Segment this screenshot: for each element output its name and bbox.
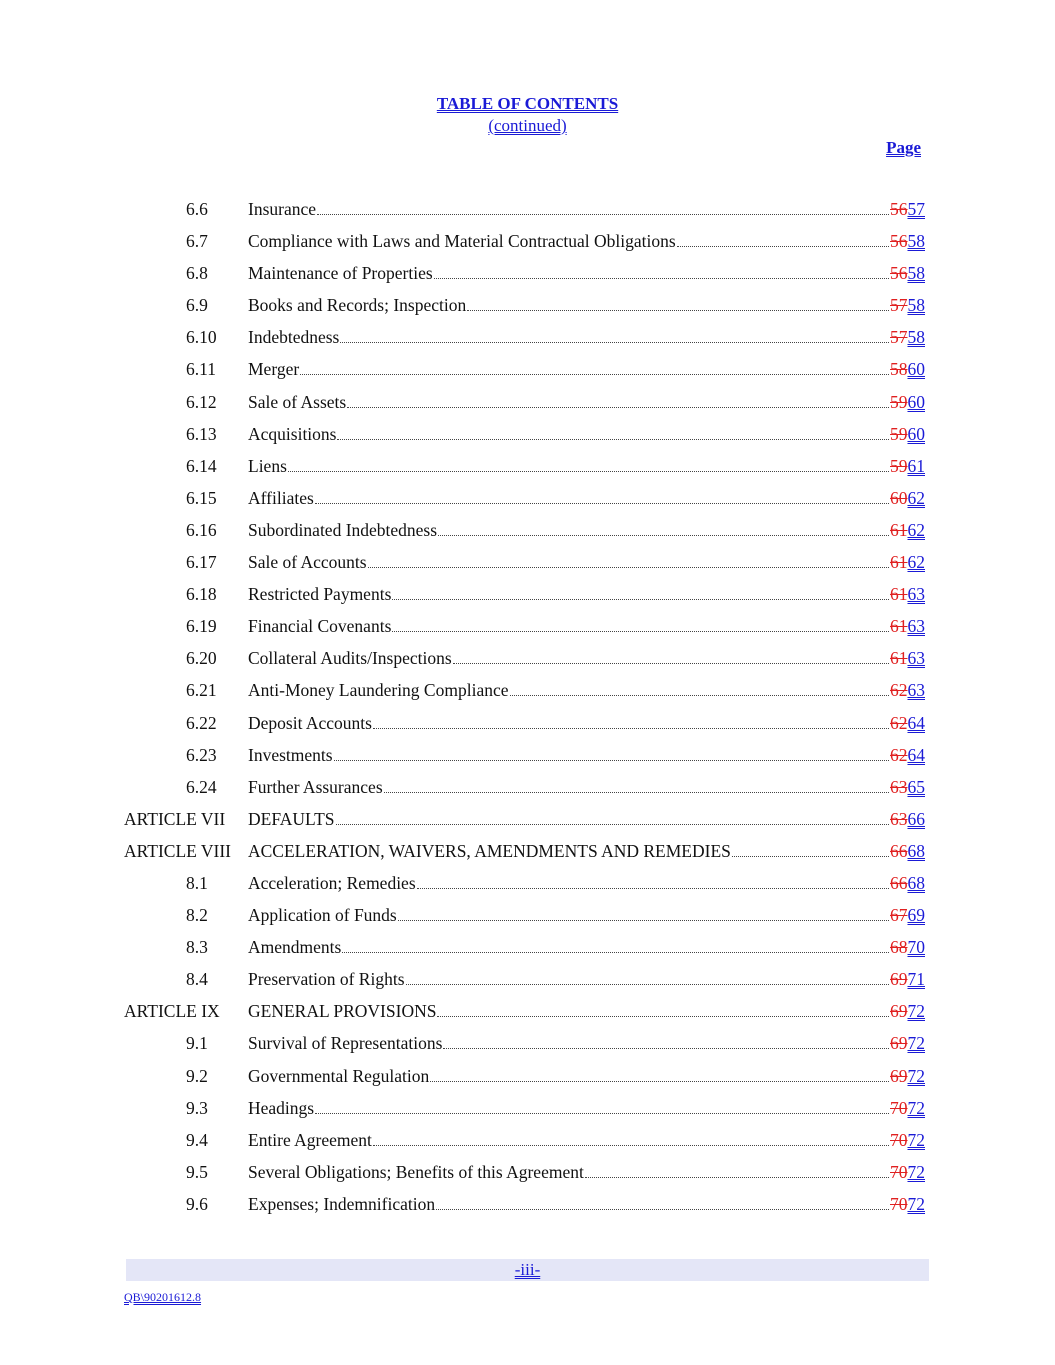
toc-entry-title: Anti-Money Laundering Compliance xyxy=(248,680,509,701)
toc-entry-line xyxy=(248,1097,925,1119)
toc-section-number: 6.18 xyxy=(186,584,217,605)
dot-leader xyxy=(392,617,889,632)
deleted-page-number: 57 xyxy=(890,295,908,316)
toc-entry[interactable] xyxy=(0,1065,1055,1097)
toc-entry-title: Acquisitions xyxy=(248,423,337,444)
toc-entry-line xyxy=(248,904,925,926)
toc-entry[interactable] xyxy=(0,936,1055,968)
dot-leader xyxy=(300,360,889,375)
toc-page-ref[interactable] xyxy=(890,1065,925,1087)
dot-leader xyxy=(406,970,889,985)
toc-entry[interactable] xyxy=(0,679,1055,711)
toc-entry[interactable] xyxy=(0,487,1055,519)
toc-continued-label[interactable]: (continued) xyxy=(488,116,567,135)
dot-leader xyxy=(443,1034,889,1049)
toc-section-number: 9.6 xyxy=(186,1193,208,1214)
toc-page-ref[interactable] xyxy=(890,262,925,284)
toc-entry[interactable] xyxy=(0,583,1055,615)
inserted-page-number[interactable]: 60 xyxy=(907,359,925,380)
dot-leader xyxy=(436,1195,889,1210)
toc-entry[interactable] xyxy=(0,808,1055,840)
toc-entry-line xyxy=(248,294,925,316)
toc-entry-title: Restricted Payments xyxy=(248,584,392,605)
toc-entry-title: Affiliates xyxy=(248,487,314,508)
toc-page-ref[interactable] xyxy=(890,968,925,990)
inserted-page-number[interactable]: 60 xyxy=(907,391,925,412)
toc-entry-line xyxy=(248,262,925,284)
toc-page-ref[interactable] xyxy=(890,294,925,316)
toc-page-ref[interactable] xyxy=(890,583,925,605)
dot-leader xyxy=(392,585,889,600)
toc-entry-title: Subordinated Indebtedness xyxy=(248,519,438,540)
toc-page-ref[interactable] xyxy=(890,551,925,573)
deleted-page-number: 61 xyxy=(890,519,908,540)
deleted-page-number: 56 xyxy=(890,263,908,284)
toc-page-ref[interactable] xyxy=(890,455,925,477)
toc-page-ref[interactable] xyxy=(890,872,925,894)
toc-section-number: 6.20 xyxy=(186,648,217,669)
toc-entry-line xyxy=(248,519,925,541)
toc-section-number: 6.13 xyxy=(186,423,217,444)
inserted-page-number[interactable]: 69 xyxy=(907,905,925,926)
toc-section-number: 6.8 xyxy=(186,263,208,284)
dot-leader xyxy=(417,874,889,889)
dot-leader xyxy=(340,328,889,343)
deleted-page-number: 66 xyxy=(890,872,908,893)
toc-section-number: 9.2 xyxy=(186,1065,208,1086)
toc-entry-line xyxy=(248,1129,925,1151)
dot-leader xyxy=(732,842,889,857)
toc-entry-line xyxy=(248,1193,925,1215)
toc-entry[interactable] xyxy=(0,1161,1055,1193)
deleted-page-number: 68 xyxy=(890,937,908,958)
deleted-page-number: 59 xyxy=(890,391,908,412)
toc-entry-title: Headings xyxy=(248,1097,315,1118)
toc-entry-title: Entire Agreement xyxy=(248,1129,372,1150)
dot-leader xyxy=(317,200,889,215)
toc-entry[interactable] xyxy=(0,1032,1055,1064)
toc-section-number: 6.14 xyxy=(186,455,217,476)
toc-page-ref[interactable] xyxy=(890,1161,925,1183)
deleted-page-number: 69 xyxy=(890,1033,908,1054)
toc-entry-title: Preservation of Rights xyxy=(248,969,405,990)
toc-section-number: 6.16 xyxy=(186,519,217,540)
table-of-contents xyxy=(0,198,1055,1225)
toc-entry-title: Amendments xyxy=(248,937,342,958)
inserted-page-number[interactable]: 64 xyxy=(907,712,925,733)
deleted-page-number: 62 xyxy=(890,712,908,733)
deleted-page-number: 69 xyxy=(890,1065,908,1086)
toc-entry[interactable] xyxy=(0,647,1055,679)
toc-entry-line xyxy=(248,679,925,701)
toc-entry[interactable] xyxy=(0,358,1055,390)
page-column-label[interactable]: Page xyxy=(886,138,921,157)
toc-entry-line xyxy=(248,358,925,380)
toc-section-number: 8.2 xyxy=(186,905,208,926)
toc-page-ref[interactable] xyxy=(890,1129,925,1151)
page-number[interactable]: -iii- xyxy=(514,1260,541,1279)
toc-entry-title: DEFAULTS xyxy=(248,808,335,829)
deleted-page-number: 56 xyxy=(890,199,908,219)
deleted-page-number: 61 xyxy=(890,552,908,573)
toc-article-number: ARTICLE IX xyxy=(124,1001,220,1022)
inserted-page-number[interactable]: 71 xyxy=(907,969,925,990)
inserted-page-number[interactable]: 61 xyxy=(907,455,925,476)
toc-entry[interactable] xyxy=(0,744,1055,776)
toc-article-number: ARTICLE VII xyxy=(124,808,226,829)
deleted-page-number: 61 xyxy=(890,584,908,605)
deleted-page-number: 70 xyxy=(890,1193,908,1214)
toc-page-ref[interactable] xyxy=(890,615,925,637)
deleted-page-number: 70 xyxy=(890,1129,908,1150)
toc-entry-title: Merger xyxy=(248,359,300,380)
dot-leader xyxy=(677,232,889,247)
document-id[interactable]: QB\90201612.8 xyxy=(124,1290,202,1304)
deleted-page-number: 69 xyxy=(890,1001,908,1022)
toc-entry-title: Acceleration; Remedies xyxy=(248,872,416,893)
inserted-page-number[interactable]: 63 xyxy=(907,616,925,637)
inserted-page-number[interactable]: 72 xyxy=(907,1129,925,1150)
toc-page-ref[interactable] xyxy=(890,1032,925,1054)
dot-leader xyxy=(384,778,889,793)
toc-page-ref[interactable] xyxy=(890,1097,925,1119)
inserted-page-number[interactable]: 66 xyxy=(907,808,925,829)
deleted-page-number: 56 xyxy=(890,231,908,252)
toc-entry-line xyxy=(248,744,925,766)
toc-section-number: 8.4 xyxy=(186,969,208,990)
dot-leader xyxy=(315,489,889,504)
dot-leader xyxy=(334,746,889,761)
dot-leader xyxy=(434,264,889,279)
toc-entry-line xyxy=(248,551,925,573)
toc-entry-title: Collateral Audits/Inspections xyxy=(248,648,452,669)
dot-leader xyxy=(336,810,889,825)
inserted-page-number[interactable]: 58 xyxy=(907,263,925,284)
toc-heading[interactable]: TABLE OF CONTENTS xyxy=(436,94,619,113)
deleted-page-number: 66 xyxy=(890,840,908,861)
toc-page-ref[interactable] xyxy=(890,776,925,798)
inserted-page-number[interactable]: 72 xyxy=(907,1193,925,1214)
toc-entry-title: Insurance xyxy=(248,199,317,219)
toc-section-number: 6.12 xyxy=(186,391,217,412)
toc-page-ref[interactable] xyxy=(890,519,925,541)
inserted-page-number[interactable]: 62 xyxy=(907,487,925,508)
toc-entry[interactable] xyxy=(0,230,1055,262)
toc-entry-title: Sale of Assets xyxy=(248,391,347,412)
inserted-page-number[interactable]: 63 xyxy=(907,648,925,669)
toc-entry-line xyxy=(248,583,925,605)
deleted-page-number: 61 xyxy=(890,616,908,637)
toc-entry[interactable] xyxy=(0,455,1055,487)
toc-entry-line xyxy=(248,487,925,509)
toc-entry-title: Indebtedness xyxy=(248,327,340,348)
toc-page-ref[interactable] xyxy=(890,712,925,734)
inserted-page-number[interactable]: 60 xyxy=(907,423,925,444)
toc-entry-title: Further Assurances xyxy=(248,776,383,797)
toc-page-ref[interactable] xyxy=(890,679,925,701)
toc-entry[interactable] xyxy=(0,294,1055,326)
inserted-page-number[interactable]: 65 xyxy=(907,776,925,797)
dot-leader xyxy=(347,393,889,408)
toc-section-number: 9.5 xyxy=(186,1161,208,1182)
toc-entry-title: Liens xyxy=(248,455,287,476)
toc-entry-title: Books and Records; Inspection xyxy=(248,295,467,316)
toc-entry-line xyxy=(248,968,925,990)
inserted-page-number[interactable]: 62 xyxy=(907,519,925,540)
toc-entry-line xyxy=(248,391,925,413)
toc-entry-title: Expenses; Indemnification xyxy=(248,1193,436,1214)
inserted-page-number[interactable]: 62 xyxy=(907,552,925,573)
toc-page-ref[interactable] xyxy=(890,808,925,830)
toc-entry[interactable] xyxy=(0,840,1055,872)
toc-entry-line xyxy=(248,1161,925,1183)
toc-section-number: 6.19 xyxy=(186,616,217,637)
toc-section-number: 6.6 xyxy=(186,199,208,219)
inserted-page-number[interactable]: 63 xyxy=(907,584,925,605)
inserted-page-number[interactable]: 58 xyxy=(907,295,925,316)
toc-entry-line xyxy=(248,1065,925,1087)
dot-leader xyxy=(337,425,889,440)
deleted-page-number: 63 xyxy=(890,808,908,829)
toc-page-ref[interactable] xyxy=(890,391,925,413)
toc-section-number: 6.9 xyxy=(186,295,208,316)
deleted-page-number: 69 xyxy=(890,969,908,990)
toc-section-number: 6.24 xyxy=(186,776,217,797)
inserted-page-number[interactable]: 72 xyxy=(907,1161,925,1182)
dot-leader xyxy=(288,457,889,472)
toc-entry[interactable] xyxy=(0,1129,1055,1161)
deleted-page-number: 62 xyxy=(890,680,908,701)
inserted-page-number[interactable]: 72 xyxy=(907,1033,925,1054)
toc-entry-line xyxy=(248,840,925,862)
toc-entry[interactable] xyxy=(0,423,1055,455)
toc-entry[interactable] xyxy=(0,1193,1055,1225)
toc-entry-line xyxy=(248,647,925,669)
toc-section-number: 6.15 xyxy=(186,487,217,508)
inserted-page-number[interactable]: 70 xyxy=(907,937,925,958)
toc-entry-line xyxy=(248,615,925,637)
dot-leader xyxy=(342,938,889,953)
deleted-page-number: 58 xyxy=(890,359,908,380)
deleted-page-number: 70 xyxy=(890,1097,908,1118)
toc-section-number: 6.17 xyxy=(186,552,217,573)
dot-leader xyxy=(453,649,889,664)
toc-section-number: 6.23 xyxy=(186,744,217,765)
toc-page-ref[interactable] xyxy=(890,198,925,220)
deleted-page-number: 59 xyxy=(890,455,908,476)
toc-entry[interactable] xyxy=(0,1097,1055,1129)
toc-entry[interactable] xyxy=(0,519,1055,551)
toc-entry-line xyxy=(248,936,925,958)
dot-leader xyxy=(437,1002,889,1017)
toc-page-ref[interactable] xyxy=(890,1193,925,1215)
inserted-page-number[interactable]: 68 xyxy=(907,872,925,893)
toc-entry-line xyxy=(248,455,925,477)
toc-section-number: 6.10 xyxy=(186,327,217,348)
inserted-page-number[interactable]: 72 xyxy=(907,1001,925,1022)
toc-entry-title: Governmental Regulation xyxy=(248,1065,430,1086)
toc-section-number: 9.1 xyxy=(186,1033,208,1054)
dot-leader xyxy=(373,1131,889,1146)
toc-section-number: 8.3 xyxy=(186,937,208,958)
toc-entry-title: ACCELERATION, WAIVERS, AMENDMENTS AND REMEDIES xyxy=(248,840,731,861)
toc-page-ref[interactable] xyxy=(890,936,925,958)
toc-section-number: 6.7 xyxy=(186,231,208,252)
toc-entry-line xyxy=(248,808,925,830)
toc-entry-line xyxy=(248,776,925,798)
toc-article-number: ARTICLE VIII xyxy=(124,840,232,861)
deleted-page-number: 60 xyxy=(890,487,908,508)
toc-entry[interactable] xyxy=(0,712,1055,744)
toc-entry[interactable] xyxy=(0,1000,1055,1032)
toc-section-number: 6.21 xyxy=(186,680,217,701)
toc-entry[interactable] xyxy=(0,551,1055,583)
toc-entry-line xyxy=(248,872,925,894)
dot-leader xyxy=(438,521,889,536)
deleted-page-number: 63 xyxy=(890,776,908,797)
toc-entry[interactable] xyxy=(0,904,1055,936)
toc-page-ref[interactable] xyxy=(890,744,925,766)
toc-entry-line xyxy=(248,712,925,734)
toc-entry[interactable] xyxy=(0,776,1055,808)
inserted-page-number[interactable]: 72 xyxy=(907,1097,925,1118)
toc-entry[interactable] xyxy=(0,872,1055,904)
deleted-page-number: 57 xyxy=(890,327,908,348)
toc-page-ref[interactable] xyxy=(890,326,925,348)
dot-leader xyxy=(315,1099,889,1114)
toc-entry-title: Financial Covenants xyxy=(248,616,392,637)
toc-page-ref[interactable] xyxy=(890,230,925,252)
inserted-page-number[interactable]: 58 xyxy=(907,231,925,252)
deleted-page-number: 59 xyxy=(890,423,908,444)
toc-entry[interactable] xyxy=(0,615,1055,647)
deleted-page-number: 61 xyxy=(890,648,908,669)
toc-entry-line xyxy=(248,423,925,445)
dot-leader xyxy=(373,714,889,729)
toc-entry[interactable] xyxy=(0,391,1055,423)
deleted-page-number: 67 xyxy=(890,905,908,926)
dot-leader xyxy=(467,296,889,311)
toc-page-ref[interactable] xyxy=(890,423,925,445)
inserted-page-number[interactable]: 68 xyxy=(907,840,925,861)
toc-entry-title: Several Obligations; Benefits of this Agreement xyxy=(248,1161,584,1182)
inserted-page-number[interactable]: 63 xyxy=(907,680,925,701)
toc-entry-title: Survival of Representations xyxy=(248,1033,443,1054)
toc-entry-line xyxy=(248,230,925,252)
toc-entry-line xyxy=(248,1032,925,1054)
toc-section-number: 6.11 xyxy=(186,359,216,380)
inserted-page-number[interactable]: 58 xyxy=(907,327,925,348)
toc-entry[interactable] xyxy=(0,326,1055,358)
toc-entry-title: Maintenance of Properties xyxy=(248,263,433,284)
toc-entry-title: Application of Funds xyxy=(248,905,397,926)
toc-page-ref[interactable] xyxy=(890,1000,925,1022)
toc-entry-title: Compliance with Laws and Material Contractual Obligations xyxy=(248,231,676,252)
toc-section-number: 9.4 xyxy=(186,1129,208,1150)
dot-leader xyxy=(398,906,889,921)
toc-entry-line xyxy=(248,326,925,348)
inserted-page-number[interactable]: 57 xyxy=(907,199,925,219)
toc-entry-title: Investments xyxy=(248,744,333,765)
toc-entry[interactable] xyxy=(0,198,1055,230)
toc-section-number: 9.3 xyxy=(186,1097,208,1118)
toc-page-ref[interactable] xyxy=(890,840,925,862)
toc-entry-line xyxy=(248,198,925,220)
toc-page-ref[interactable] xyxy=(890,647,925,669)
toc-page-ref[interactable] xyxy=(890,487,925,509)
footer-band xyxy=(126,1259,929,1281)
toc-entry-title: Deposit Accounts xyxy=(248,712,372,733)
deleted-page-number: 70 xyxy=(890,1161,908,1182)
toc-page-ref[interactable] xyxy=(890,358,925,380)
toc-entry-title: Sale of Accounts xyxy=(248,552,367,573)
toc-section-number: 6.22 xyxy=(186,712,217,733)
dot-leader xyxy=(368,553,889,568)
toc-entry-line xyxy=(248,1000,925,1022)
toc-page-ref[interactable] xyxy=(890,904,925,926)
dot-leader xyxy=(430,1067,889,1082)
dot-leader xyxy=(510,681,890,696)
toc-entry[interactable] xyxy=(0,968,1055,1000)
deleted-page-number: 62 xyxy=(890,744,908,765)
dot-leader xyxy=(585,1163,889,1178)
toc-entry[interactable] xyxy=(0,262,1055,294)
inserted-page-number[interactable]: 72 xyxy=(907,1065,925,1086)
toc-section-number: 8.1 xyxy=(186,872,208,893)
toc-entry-title: GENERAL PROVISIONS xyxy=(248,1001,437,1022)
inserted-page-number[interactable]: 64 xyxy=(907,744,925,765)
